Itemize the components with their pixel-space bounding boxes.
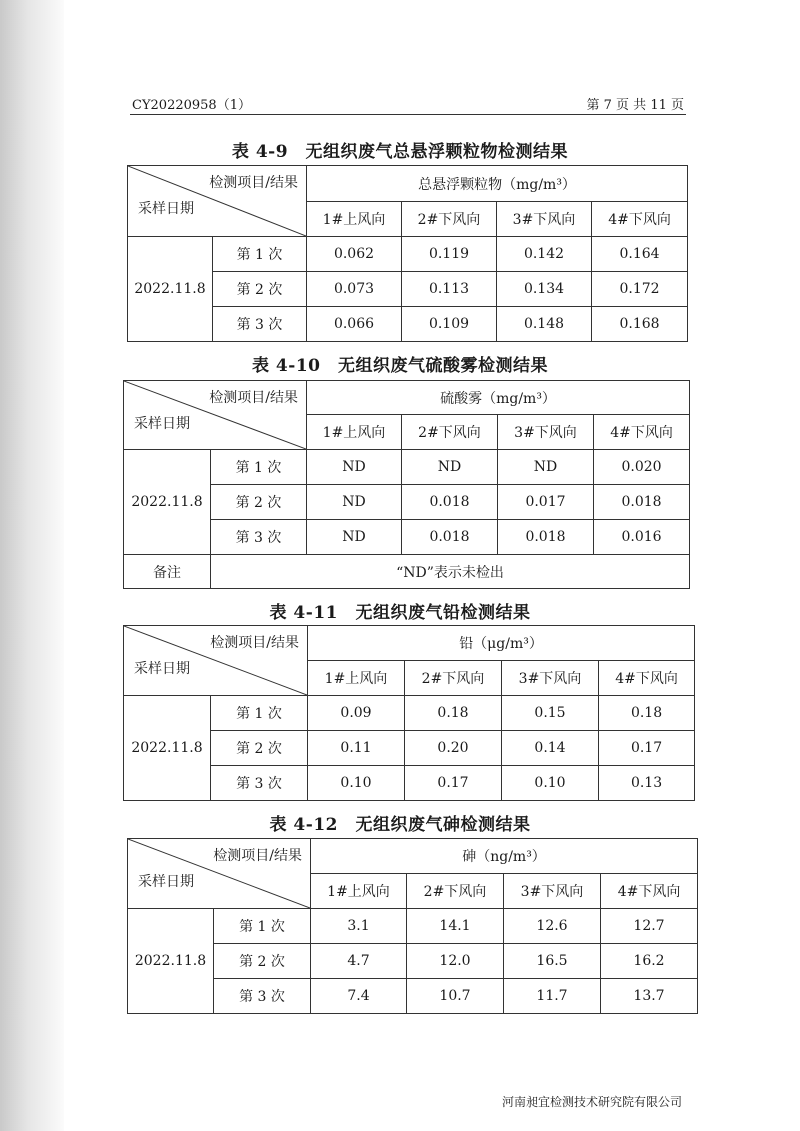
value-cell: 0.018 <box>594 485 690 520</box>
sampling-date-label: 采样日期 <box>138 201 194 217</box>
value-cell: 0.172 <box>592 272 688 307</box>
sampling-date-cell: 2022.11.8 <box>124 450 211 555</box>
value-cell: 16.5 <box>504 944 601 979</box>
value-cell: 13.7 <box>601 979 698 1014</box>
diagonal-header-cell <box>124 626 308 696</box>
parameter-header: 铅（μg/m³） <box>308 626 695 661</box>
round-label: 第 2 次 <box>213 272 307 307</box>
diagonal-header-cell <box>128 166 307 237</box>
table-row <box>128 909 698 944</box>
value-cell: ND <box>498 450 594 485</box>
column-header: 1#上风向 <box>307 202 402 237</box>
value-cell: 0.016 <box>594 520 690 555</box>
value-cell: 0.109 <box>402 307 497 342</box>
value-cell: 16.2 <box>601 944 698 979</box>
value-cell: 0.113 <box>402 272 497 307</box>
note-text: “ND”表示未检出 <box>211 555 690 589</box>
column-header: 4#下风向 <box>594 415 690 450</box>
value-cell: 0.18 <box>405 696 502 731</box>
page-header <box>130 92 686 115</box>
value-cell: 0.073 <box>307 272 402 307</box>
parameter-header: 硫酸雾（mg/m³） <box>307 381 690 415</box>
value-cell: 0.17 <box>599 731 695 766</box>
value-cell: 0.066 <box>307 307 402 342</box>
value-cell: 0.20 <box>405 731 502 766</box>
round-label: 第 2 次 <box>214 944 311 979</box>
value-cell: 0.148 <box>497 307 592 342</box>
value-cell: 0.10 <box>308 766 405 801</box>
value-cell: 0.020 <box>594 450 690 485</box>
round-label: 第 1 次 <box>213 237 307 272</box>
parameter-header: 砷（ng/m³） <box>311 839 698 874</box>
scan-edge-shadow <box>0 0 64 1131</box>
sampling-date-label: 采样日期 <box>138 874 194 890</box>
value-cell: 0.14 <box>502 731 599 766</box>
value-cell: 0.164 <box>592 237 688 272</box>
table-4-10 <box>123 380 690 589</box>
column-header: 4#下风向 <box>592 202 688 237</box>
round-label: 第 3 次 <box>211 766 308 801</box>
column-header: 2#下风向 <box>405 661 502 696</box>
table-4-12-title: 表 4-12 无组织废气砷检测结果 <box>269 815 531 835</box>
value-cell: 4.7 <box>311 944 407 979</box>
value-cell: 12.7 <box>601 909 698 944</box>
value-cell: 0.17 <box>405 766 502 801</box>
sampling-date-cell: 2022.11.8 <box>128 909 214 1014</box>
value-cell: 0.18 <box>599 696 695 731</box>
value-cell: 14.1 <box>407 909 504 944</box>
round-label: 第 1 次 <box>214 909 311 944</box>
item-result-label: 检测项目/结果 <box>210 635 299 651</box>
value-cell: 0.018 <box>498 520 594 555</box>
company-footer: 河南昶宜检测技术研究院有限公司 <box>501 1095 682 1109</box>
note-label: 备注 <box>124 555 211 589</box>
round-label: 第 3 次 <box>214 979 311 1014</box>
column-header: 2#下风向 <box>407 874 504 909</box>
column-header: 3#下风向 <box>502 661 599 696</box>
column-header: 3#下风向 <box>497 202 592 237</box>
round-label: 第 3 次 <box>211 520 307 555</box>
round-label: 第 2 次 <box>211 485 307 520</box>
table-4-9 <box>127 165 688 342</box>
value-cell: 7.4 <box>311 979 407 1014</box>
page-number: 第 7 页 共 11 页 <box>586 98 684 113</box>
table-row <box>124 696 695 731</box>
parameter-header: 总悬浮颗粒物（mg/m³） <box>307 166 688 202</box>
value-cell: ND <box>402 450 498 485</box>
value-cell: ND <box>307 520 402 555</box>
diagonal-header-cell <box>128 839 311 909</box>
note-row <box>124 555 690 589</box>
table-4-10-title: 表 4-10 无组织废气硫酸雾检测结果 <box>252 356 548 376</box>
table-4-12 <box>127 838 698 1014</box>
sampling-date-label: 采样日期 <box>134 661 190 677</box>
table-row <box>128 237 688 272</box>
report-number: CY20220958（1） <box>132 98 251 113</box>
value-cell: ND <box>307 485 402 520</box>
column-header: 1#上风向 <box>308 661 405 696</box>
value-cell: 0.017 <box>498 485 594 520</box>
value-cell: 0.018 <box>402 520 498 555</box>
value-cell: 0.134 <box>497 272 592 307</box>
column-header: 1#上风向 <box>307 415 402 450</box>
table-row <box>128 979 698 1014</box>
sampling-date-cell: 2022.11.8 <box>124 696 211 801</box>
round-label: 第 3 次 <box>213 307 307 342</box>
value-cell: 0.11 <box>308 731 405 766</box>
value-cell: 0.10 <box>502 766 599 801</box>
value-cell: 0.15 <box>502 696 599 731</box>
value-cell: 11.7 <box>504 979 601 1014</box>
table-4-11 <box>123 625 695 801</box>
item-result-label: 检测项目/结果 <box>213 848 302 864</box>
value-cell: 0.13 <box>599 766 695 801</box>
round-label: 第 1 次 <box>211 450 307 485</box>
value-cell: ND <box>307 450 402 485</box>
diagonal-header-cell <box>124 381 307 450</box>
value-cell: 0.142 <box>497 237 592 272</box>
column-header: 2#下风向 <box>402 202 497 237</box>
round-label: 第 2 次 <box>211 731 308 766</box>
value-cell: 12.0 <box>407 944 504 979</box>
column-header: 3#下风向 <box>498 415 594 450</box>
value-cell: 0.018 <box>402 485 498 520</box>
column-header: 1#上风向 <box>311 874 407 909</box>
value-cell: 12.6 <box>504 909 601 944</box>
item-result-label: 检测项目/结果 <box>209 390 298 406</box>
round-label: 第 1 次 <box>211 696 308 731</box>
table-4-9-title: 表 4-9 无组织废气总悬浮颗粒物检测结果 <box>231 142 569 162</box>
table-row <box>128 944 698 979</box>
value-cell: 3.1 <box>311 909 407 944</box>
column-header: 4#下风向 <box>599 661 695 696</box>
value-cell: 0.168 <box>592 307 688 342</box>
table-row <box>124 450 690 485</box>
value-cell: 0.09 <box>308 696 405 731</box>
value-cell: 0.119 <box>402 237 497 272</box>
sampling-date-label: 采样日期 <box>134 416 190 432</box>
column-header: 4#下风向 <box>601 874 698 909</box>
column-header: 2#下风向 <box>402 415 498 450</box>
column-header: 3#下风向 <box>504 874 601 909</box>
value-cell: 10.7 <box>407 979 504 1014</box>
item-result-label: 检测项目/结果 <box>209 175 298 191</box>
sampling-date-cell: 2022.11.8 <box>128 237 213 342</box>
table-4-11-title: 表 4-11 无组织废气铅检测结果 <box>269 603 531 623</box>
value-cell: 0.062 <box>307 237 402 272</box>
